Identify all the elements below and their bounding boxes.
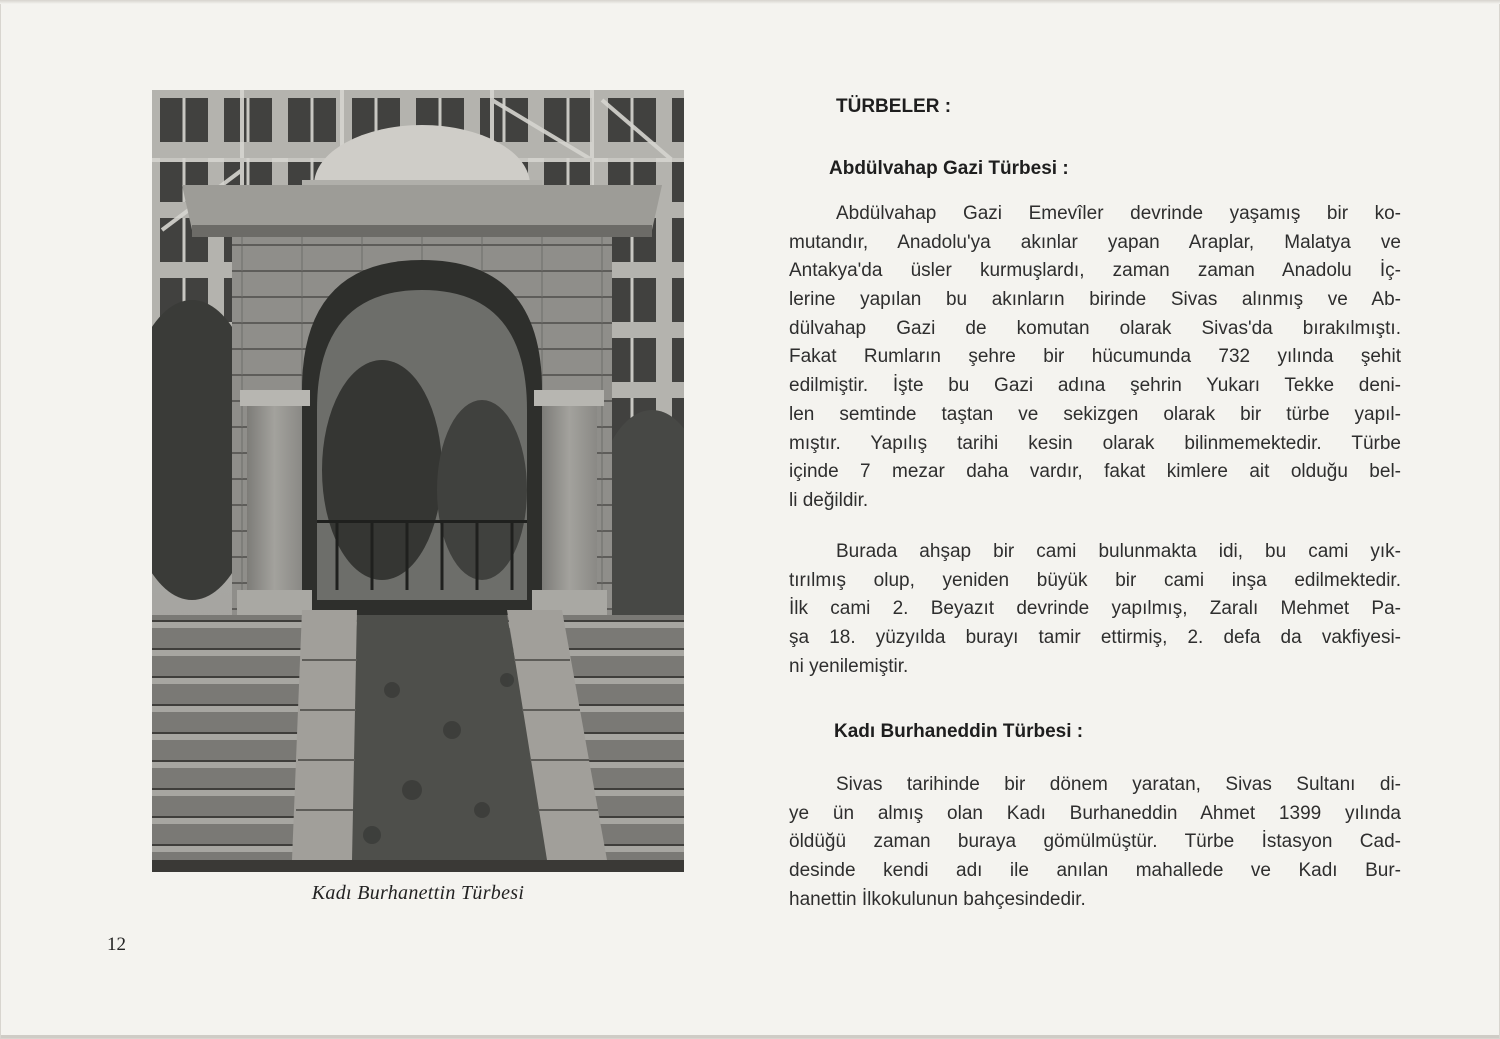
paragraph-abdulvahap-1 [789, 200, 1401, 516]
paragraph-abdulvahap-2 [789, 538, 1401, 681]
text-line: li değildir. [789, 489, 869, 511]
text-line: Abdülvahap Gazi Emevîler devrinde yaşamış bir ko- [836, 203, 1401, 224]
text-line: dülvahap Gazi de komutan olarak Sivas'da bırakılmıştı. [789, 317, 1401, 339]
text-line: içinde 7 mezar daha vardır, fakat kimlere ait olduğu bel- [789, 461, 1401, 483]
text-line: desinde kendi adı ile anılan mahallede ve Kadı Bur- [789, 860, 1401, 882]
section-heading-turbeler: TÜRBELER : [836, 96, 952, 117]
text-line: ni yenilemiştir. [789, 655, 909, 677]
text-line: ye ün almış olan Kadı Burhaneddin Ahmet 1399 yılında [789, 802, 1401, 824]
text-line: Burada ahşap bir cami bulunmakta idi, bu cami yık- [836, 541, 1401, 562]
paragraph-kadi-1 [789, 771, 1401, 914]
page-top-edge [0, 0, 1500, 4]
text-line: mutandır, Anadolu'ya akınlar yapan Araplar, Malatya ve [789, 231, 1401, 253]
page-number: 12 [107, 934, 126, 955]
text-line: Sivas tarihinde bir dönem yaratan, Sivas Sultanı di- [836, 774, 1401, 795]
text-line: edilmiştir. İşte bu Gazi adına şehrin Yukarı Tekke deni- [789, 375, 1401, 397]
text-line: Antakya'da üsler kurmuşlardı, zaman zaman Anadolu İç- [789, 260, 1401, 282]
tomb-photograph [152, 90, 684, 872]
photo-caption: Kadı Burhanettin Türbesi [311, 882, 525, 904]
text-line: Fakat Rumların şehre bir hücumunda 732 yılında şehit [789, 346, 1401, 368]
subheading-kadi-burhaneddin: Kadı Burhaneddin Türbesi : [834, 721, 1084, 742]
subheading-abdulvahap-gazi: Abdülvahap Gazi Türbesi : [829, 158, 1069, 179]
text-line: öldüğü zaman buraya gömülmüştür. Türbe İstasyon Cad- [789, 831, 1401, 853]
text-line: lerine yapılan bu akınların birinde Sivas alınmış ve Ab- [789, 289, 1401, 311]
text-line: tırılmış olup, yeniden büyük bir cami inşa edilmektedir. [789, 569, 1401, 591]
text-line: mıştır. Yapılış tarihi kesin olarak bilinmemektedir. Türbe [789, 432, 1401, 454]
tomb-photograph-drawing [152, 90, 684, 872]
text-line: İlk cami 2. Beyazıt devrinde yapılmış, Zaralı Mehmet Pa- [789, 598, 1401, 620]
text-line: şa 18. yüzyılda burayı tamir ettirmiş, 2. defa da vakfiyesi- [789, 627, 1401, 649]
text-line: len semtinde taştan ve sekizgen olarak bir türbe yapıl- [789, 403, 1401, 425]
text-line: hanettin İlkokulunun bahçesindedir. [789, 888, 1086, 910]
